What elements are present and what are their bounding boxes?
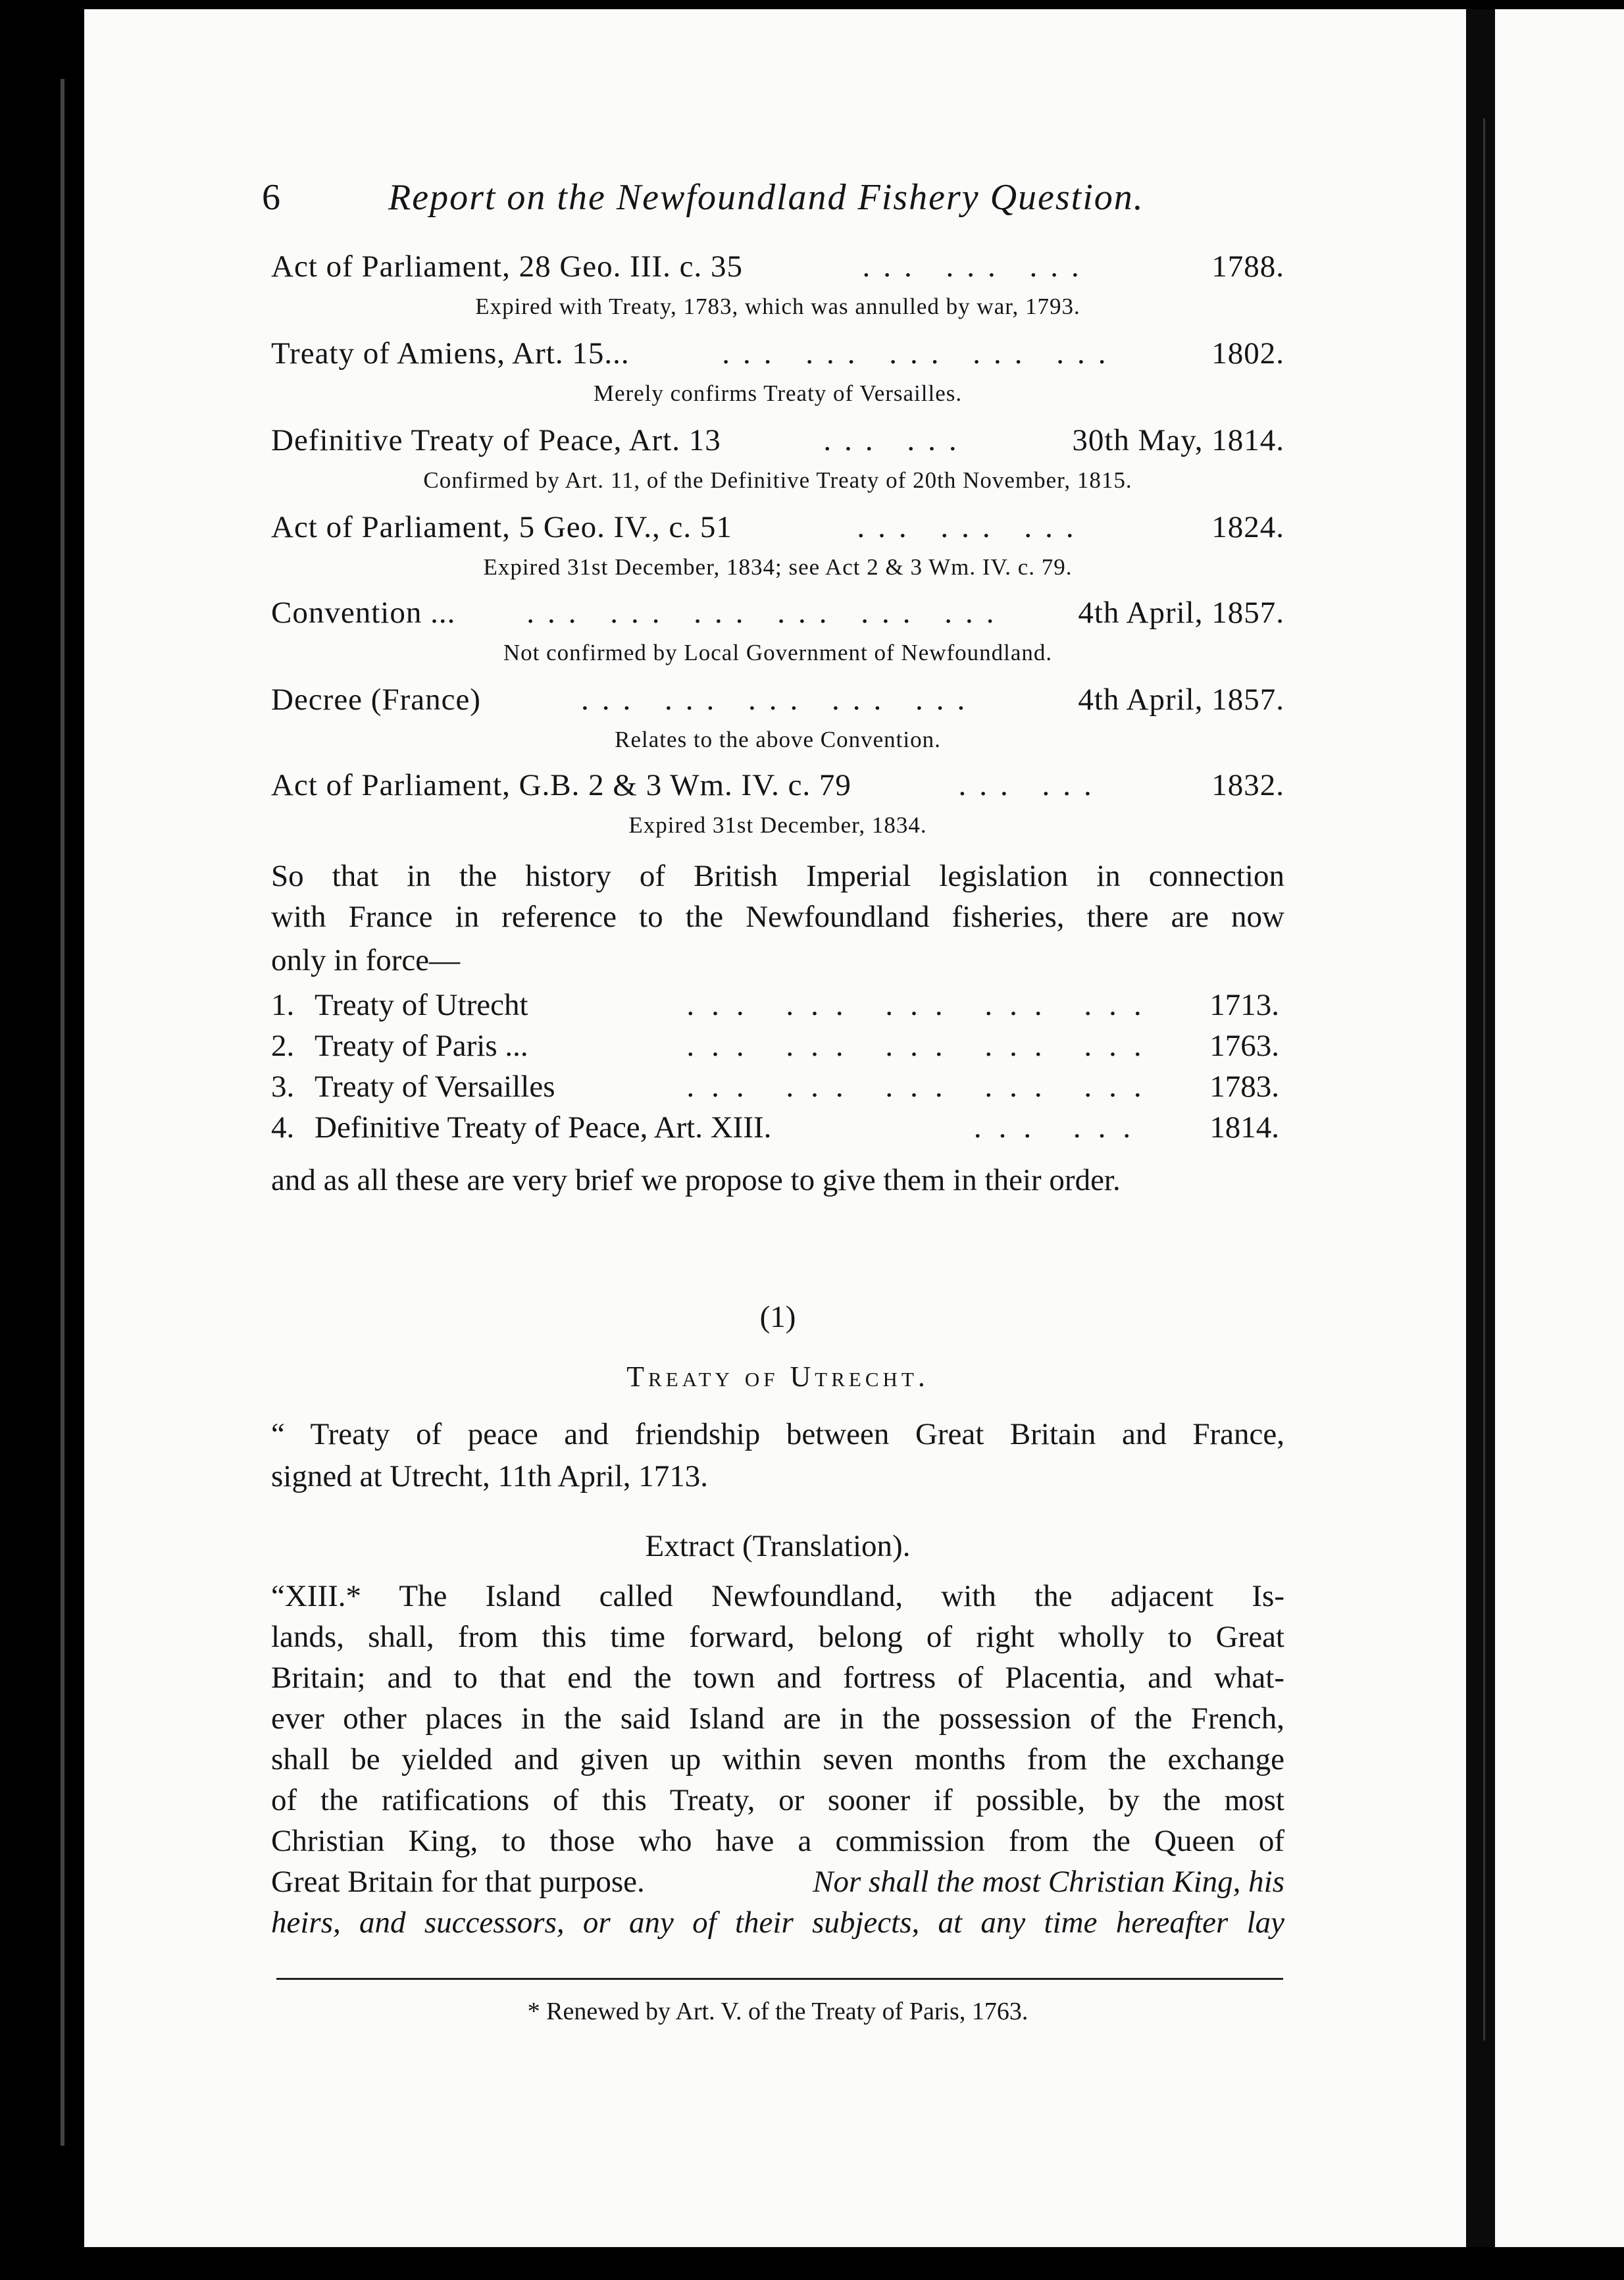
list-title: Treaty of Utrecht bbox=[315, 988, 528, 1022]
entry-row bbox=[271, 249, 1284, 284]
paragraph-line: only in force— bbox=[271, 943, 461, 977]
list-item bbox=[271, 1069, 1279, 1104]
body-text: Great Britain for that purpose. bbox=[271, 1865, 645, 1899]
list-year: 1713. bbox=[1209, 988, 1279, 1022]
entry-date: 1824. bbox=[1211, 510, 1284, 544]
entry-note: Merely confirms Treaty of Versailles. bbox=[593, 380, 963, 406]
entry-title: Convention ... bbox=[271, 596, 456, 630]
entry-date: 30th May, 1814. bbox=[1072, 423, 1284, 457]
body-line: “XIII.* The Island called Newfoundland, with the adjacent Is- bbox=[271, 1579, 1284, 1613]
section-heading: Treaty of Utrecht. bbox=[626, 1360, 929, 1393]
leader-dots: ... ... ... bbox=[857, 510, 1087, 544]
body-line: Christian King, to those who have a commission from the Queen of bbox=[271, 1824, 1284, 1858]
body-line: of the ratifications of this Treaty, or sooner if possible, by the most bbox=[271, 1783, 1284, 1817]
list-number: 4. bbox=[271, 1110, 295, 1145]
entry-date: 1832. bbox=[1211, 768, 1284, 802]
entry-note: Expired with Treaty, 1783, which was annulled by war, 1793. bbox=[475, 294, 1080, 319]
list-year: 1814. bbox=[1209, 1110, 1279, 1145]
binding-gutter bbox=[1466, 9, 1495, 2247]
closing-line: and as all these are very brief we propose to give them in their order. bbox=[271, 1163, 1121, 1197]
list-title: Treaty of Versailles bbox=[315, 1070, 555, 1104]
subheading: Extract (Translation). bbox=[645, 1529, 911, 1563]
list-number: 2. bbox=[271, 1029, 295, 1063]
entry-note: Expired 31st December, 1834. bbox=[628, 812, 927, 838]
entry-date: 4th April, 1857. bbox=[1078, 596, 1284, 630]
list-year: 1783. bbox=[1209, 1070, 1279, 1104]
page-number: 6 bbox=[262, 177, 280, 218]
leader-dots: ... ... ... ... ... ... bbox=[526, 596, 1007, 630]
leader-dots: ... ... ... ... ... bbox=[581, 683, 978, 717]
paragraph-line: with France in reference to the Newfoundland fisheries, there are now bbox=[271, 900, 1284, 934]
leader-dots: ... ... bbox=[823, 423, 970, 457]
entry-row bbox=[271, 423, 1284, 458]
entry-date: 1788. bbox=[1211, 249, 1284, 284]
body-line: Britain; and to that end the town and fortress of Placentia, and what- bbox=[271, 1661, 1284, 1695]
leader-dots: ... ... ... bbox=[862, 249, 1092, 284]
entry-title: Act of Parliament, G.B. 2 & 3 Wm. IV. c. 79 bbox=[271, 768, 851, 802]
body-line: shall be yielded and given up within seven months from the exchange bbox=[271, 1742, 1284, 1776]
list-year: 1763. bbox=[1209, 1029, 1279, 1063]
leader-dots: ... ... ... ... ... bbox=[686, 1070, 1159, 1104]
body-line bbox=[271, 1864, 1284, 1900]
facing-page-edge bbox=[1495, 9, 1624, 2247]
entry-title: Definitive Treaty of Peace, Art. 13 bbox=[271, 423, 721, 457]
body-line: ever other places in the said Island are in the possession of the French, bbox=[271, 1701, 1284, 1736]
page-left-edge bbox=[61, 79, 64, 2146]
leader-dots: ... ... ... ... ... bbox=[722, 336, 1119, 371]
leader-dots: ... ... ... ... ... bbox=[686, 1029, 1159, 1063]
list-item bbox=[271, 1110, 1279, 1145]
list-item bbox=[271, 1028, 1279, 1064]
entry-note: Relates to the above Convention. bbox=[615, 727, 941, 752]
entry-title: Act of Parliament, 28 Geo. III. c. 35 bbox=[271, 249, 743, 284]
entry-title: Act of Parliament, 5 Geo. IV., c. 51 bbox=[271, 510, 732, 544]
entry-row bbox=[271, 336, 1284, 371]
leader-dots: ... ... ... ... ... bbox=[686, 988, 1159, 1022]
body-text-italic: Nor shall the most Christian King, his bbox=[813, 1865, 1284, 1899]
entry-date: 1802. bbox=[1211, 336, 1284, 371]
intro-line: “ Treaty of peace and friendship between Great Britain and France, bbox=[271, 1417, 1284, 1451]
entry-row bbox=[271, 595, 1284, 631]
intro-line: signed at Utrecht, 11th April, 1713. bbox=[271, 1459, 708, 1493]
list-number: 1. bbox=[271, 988, 295, 1022]
leader-dots: ... ... bbox=[958, 768, 1105, 802]
footnote: * Renewed by Art. V. of the Treaty of Paris, 1763. bbox=[527, 1998, 1028, 2025]
list-item bbox=[271, 987, 1279, 1023]
list-title: Treaty of Paris ... bbox=[315, 1029, 528, 1063]
entry-title: Treaty of Amiens, Art. 15... bbox=[271, 336, 630, 371]
leader-dots: ... ... bbox=[973, 1110, 1148, 1145]
entry-row bbox=[271, 767, 1284, 803]
entry-note: Confirmed by Art. 11, of the Definitive Treaty of 20th November, 1815. bbox=[423, 467, 1132, 493]
running-title: Report on the Newfoundland Fishery Question. bbox=[388, 177, 1144, 218]
body-line-italic: heirs, and successors, or any of their subjects, at any time hereafter lay bbox=[271, 1905, 1284, 1940]
footnote-rule bbox=[276, 1978, 1283, 1980]
body-line: lands, shall, from this time forward, belong of right wholly to Great bbox=[271, 1620, 1284, 1654]
page-right-edge bbox=[1483, 118, 1485, 2040]
entry-note: Expired 31st December, 1834; see Act 2 & 3 Wm. IV. c. 79. bbox=[483, 554, 1073, 580]
list-title: Definitive Treaty of Peace, Art. XIII. bbox=[315, 1110, 772, 1145]
section-number: (1) bbox=[759, 1300, 796, 1334]
entry-row bbox=[271, 682, 1284, 717]
list-number: 3. bbox=[271, 1070, 295, 1104]
entry-title: Decree (France) bbox=[271, 683, 481, 717]
entry-row bbox=[271, 509, 1284, 545]
paragraph-line: So that in the history of British Imperial legislation in connection bbox=[271, 859, 1284, 893]
entry-date: 4th April, 1857. bbox=[1078, 683, 1284, 717]
entry-note: Not confirmed by Local Government of Newfoundland. bbox=[503, 640, 1053, 665]
